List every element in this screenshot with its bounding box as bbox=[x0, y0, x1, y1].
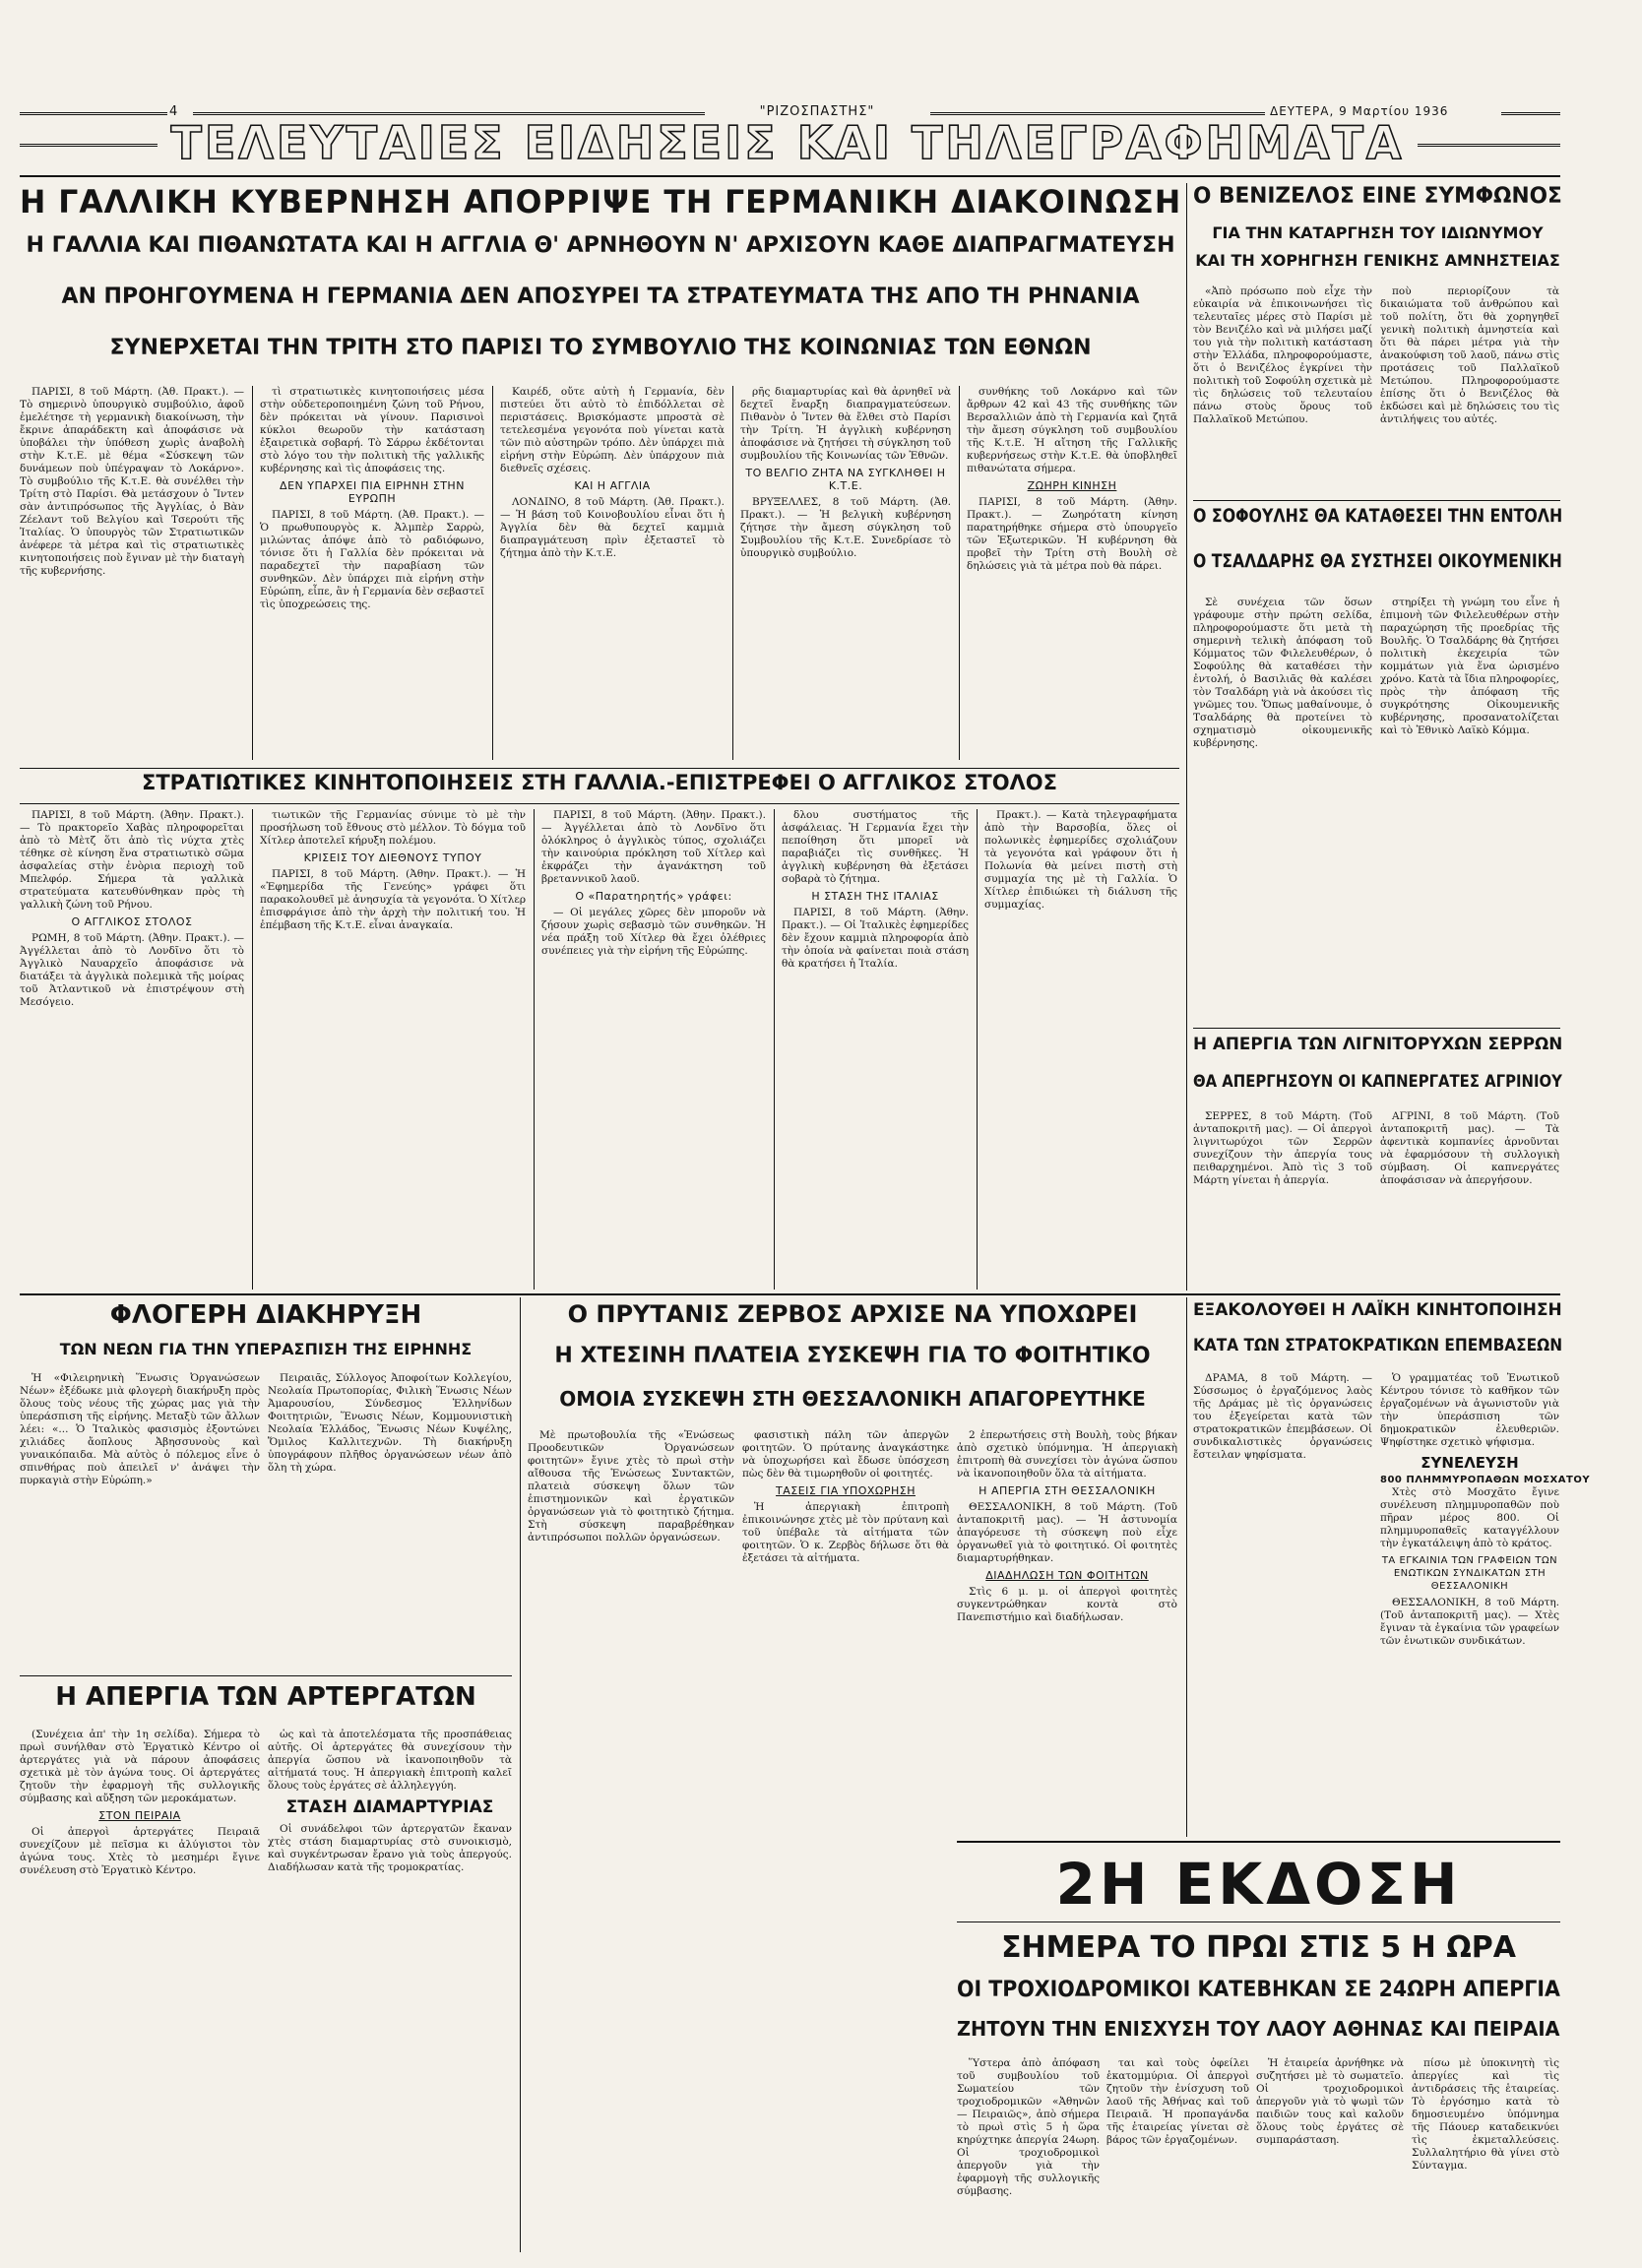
rector-headline: Ο ΠΡΥΤΑΝΙΣ ΖΕΡΒΟΣ ΑΡΧΙΣΕ ΝΑ ΥΠΟΧΩΡΕΙ bbox=[567, 1300, 1138, 1328]
military-col2-text-c: ΘΕΣΣΑΛΟΝΙΚΗ, 8 τοῦ Μάρτη. (Τοῦ ἀνταποκριτῆ μας). — Χτὲς ἔγιναν τὰ ἐγκαίνια τῶν γραφείων τῶν ἑνωτικῶν συνδικάτων. bbox=[1380, 1596, 1559, 1647]
proclamation-column-2 bbox=[268, 1372, 512, 1668]
sofoulis-subheadline: Ο ΤΣΑΛΔΑΡΗΣ ΘΑ ΣΥΣΤΗΣΕΙ ΟΙΚΟΥΜΕΝΙΚΗ bbox=[1193, 550, 1562, 572]
lignite-headline: Η ΑΠΕΡΓΙΑ ΤΩΝ ΛΙΓΝΙΤΟΡΥΧΩΝ ΣΕΡΡΩΝ bbox=[1193, 1035, 1563, 1054]
mob-col3-text-b: — Οἱ μεγάλες χῶρες δὲν μποροῦν νὰ ζήσουν χωρὶς σεβασμὸ τῶν συνθηκῶν. Ἡ νέα πράξη τοῦ Χίτλερ θὰ ἔχει ὀλέθριες συνέπειες γιὰ τὴν εἰρήνη τῆς Εὐρώπης. bbox=[541, 907, 766, 957]
column-divider bbox=[534, 809, 535, 1290]
rector-col3-subhead: Η ΑΠΕΡΓΙΑ ΣΤΗ ΘΕΣΣΑΛΟΝΙΚΗ bbox=[979, 1484, 1156, 1497]
mob-col1-subhead: Ο ΑΓΓΛΙΚΟΣ ΣΤΟΛΟΣ bbox=[71, 915, 193, 928]
builders-column-1 bbox=[20, 1729, 260, 2250]
lead-col4-text: ρῆς διαμαρτυρίας καὶ θὰ ἀρνηθεῖ νὰ δεχτεῖ ἔναρξη διαπραγματεύσεων. Πιθανὸν ὁ Ἴντεν θὰ ἔλθει στὸ Παρίσι τὴν Τρίτη. Ἡ ἀγγλικὴ κυβέρνηση ἀποφάσισε νὰ ζητήσει τὴ σύγκληση τοῦ συμβουλίου τῆς Κοινωνίας τῶν Ἐθνῶν. bbox=[740, 386, 951, 462]
masthead-rule-mid-left bbox=[193, 112, 705, 115]
column-divider bbox=[774, 809, 775, 1290]
edition-col3-text: Ἡ ἑταιρεία ἀρνήθηκε νὰ συζητήσει μὲ τὸ σωματεῖο. Οἱ τροχιοδρομικοὶ ἀπεργοῦν γιὰ τὸ ψωμὶ τῶν παιδιῶν τους καὶ καλοῦν ὅλους τοὺς ἐργάτες σὲ συμπαράσταση. bbox=[1256, 2057, 1404, 2146]
mob-col3-text: ΠΑΡΙΣΙ, 8 τοῦ Μάρτη. (Ἀθην. Πρακτ.). — Ἀγγέλλεται ἀπὸ τὸ Λονδῖνο ὅτι ὁλόκληρος ὁ ἀγγλικὸς τύπος, σχολιάζει τὴν καινούρια πρόκληση τοῦ Χίτλερ καὶ ἐκφράζει τὴν ἀγανάκτηση τοῦ βρεταννικοῦ λαοῦ. bbox=[541, 809, 766, 885]
venizelos-col2-text: ποὺ περιορίζουν τὰ δικαιώματα τοῦ ἀνθρώπου καὶ τοῦ πολίτη, ὅτι θὰ χορηγηθεῖ γενικὴ πολιτικὴ ἀμνηστεία καὶ ὅτι θὰ πάρει μέτρα γιὰ τὴν ἀνακούφιση τοῦ λαοῦ, πάνω στὶς προτάσεις τοῦ Παλλαϊκοῦ Μετώπου. Πληροφορούμαστε ἐπίσης ὅτι ὁ Βενιζέλος θὰ ἐκδώσει καὶ μὲ δηλώσεις του τὶς ἀντιλήψεις του αὐτές. bbox=[1380, 285, 1559, 425]
section-rule bbox=[20, 768, 1179, 769]
column-divider bbox=[520, 1297, 521, 2252]
mobilizations-column-5 bbox=[984, 809, 1177, 1290]
lead-col1-text: ΠΑΡΙΣΙ, 8 τοῦ Μάρτη. (Ἀθ. Πρακτ.). — Τὸ σημερινὸ ὑπουργικὸ συμβούλιο, ἀφοῦ ἐμελέτησε τὴ γερμανικὴ διακοίνωση, τὴν ἔκρινε ἀπαράδεκτη καὶ ἀποφάσισε νὰ ὑποβάλει τὴν ὑπόθεση χωρὶς ἀναβολὴ στὴν Κ.τ.Ε. μὲ θέμα «Σύσκεψη τῶν δυνάμεων ποὺ ὑπέγραψαν τὸ Λοκάρνο». Τὸ συμβούλιο τῆς Κ.τ.Ε. θὰ συνέλθει τὴν Τρίτη στὸ Παρίσι. Θὰ μετάσχουν ὁ Ἴντεν σὰν ἀντιπρόσωπος τῆς Ἀγγλίας, ὁ Βὰν Ζέελαντ τοῦ Βελγίου καὶ Τσερούτι τῆς Ἰταλίας. Ὁ ὑπουργὸς τῶν Στρατιωτικῶν ἀνέφερε τὰ μέτρα καὶ τὶς στρατιωτικὲς κινητοποιήσεις ποὺ ἔγιναν μὲ τὴν διαταγὴ τῆς κυβερνήσης. bbox=[20, 386, 244, 577]
lead-col2-text: τὶ στρατιωτικὲς κινητοποιήσεις μέσα στὴν οὐδετεροποιημένη ζώνη τοῦ Ρήνου, δὲν πρόκειται νὰ γίνουν. Παρισινοὶ κύκλοι θεωροῦν τὴν κατάσταση ἐξαιρετικὰ σοβαρή. Τὸ Σάρρω ἐκδέτονται στὸ λόγο του τὴν πολιτικὴ τῆς γαλλικῆς κυβέρνησης καὶ τὶς ἀποφάσεις της. bbox=[260, 386, 484, 474]
mobilizations-column-4 bbox=[782, 809, 969, 1290]
mobilizations-column-2 bbox=[260, 809, 526, 1290]
venizelos-headline: Ο ΒΕΝΙΖΕΛΟΣ ΕΙΝΕ ΣΥΜΦΩΝΟΣ bbox=[1193, 184, 1562, 209]
column-divider bbox=[732, 386, 733, 760]
section-rule bbox=[1193, 500, 1560, 501]
military-column-2 bbox=[1380, 1372, 1591, 1835]
section-rule bbox=[957, 1841, 1560, 1843]
right-column-divider bbox=[1186, 183, 1187, 1291]
rector-column-1 bbox=[528, 1429, 734, 2252]
rector-column-2 bbox=[742, 1429, 949, 2252]
military-col2-text-b: Χτὲς στὸ Μοσχᾶτο ἔγινε συνέλευση πλημμυροπαθῶν ποὺ πῆραν μέρος 800. Οἱ πλημμυροπαθεῖς καταγγέλλουν τὴν ἐγκατάλειψη ἀπὸ τὸ κράτος. bbox=[1380, 1485, 1559, 1549]
rector-col3-text: 2 ἐπερωτήσεις στὴ Βουλὴ, τοὺς βήκαν ἀπὸ σχετικὸ ὑπόμνημα. Ἡ ἀπεργιακὴ ἐπιτροπὴ θὰ συνεχίσει τὸν ἀγώνα ὥσπου νὰ ἱκανοποιηθοῦν ὅλα τὰ αἰτήματα. bbox=[957, 1429, 1177, 1480]
mob-col4-text: δλου συστήματος τῆς ἀσφάλειας. Ἡ Γερμανία ἔχει τὴν πεποίθηση ὅτι μπορεῖ νὰ παραβιάζει τὶς συνθῆκες. Ἡ ἀγγλικὴ κυβέρνηση θὰ ἐξετάσει σοβαρὰ τὸ ζήτημα. bbox=[782, 809, 969, 885]
proclamation-col1-text: Ἡ «Φιλειρηνικὴ Ἕνωσις Ὀργανώσεων Νέων» ἐξέδωκε μιὰ φλογερὴ διακήρυξη πρὸς ὅλους τοὺς νέους τῆς χώρας μας γιὰ τὴν ὑπεράσπιση τῆς εἰρήνης. Μεταξὺ τῶν ἄλλων λέει: «... Ὁ Ἰταλικὸς φασισμὸς ἐξοντώνει χιλιάδες ἄοπλους Ἀβησσυνοὺς καὶ γυναικόπαιδα. Μὰ αὐτὸς ὁ πόλεμος εἶνε ὁ σπινθήρας ποὺ ἀπειλεῖ ν' ἀνάψει τὴν πυρκαγιὰ στὴν Εὐρώπη.» bbox=[20, 1372, 260, 1486]
sofoulis-column-2 bbox=[1380, 597, 1559, 1020]
lead-col4-subhead: ΤΟ ΒΕΛΓΙΟ ΖΗΤΑ ΝΑ ΣΥΓΚΛΗΘΕΙ Η Κ.Τ.Ε. bbox=[745, 467, 946, 492]
lead-col3-text: Καιρέδ, οὔτε αὐτὴ ἡ Γερμανία, δὲν πιστεύει ὅτι αὐτὸ τὸ ἐπιδόλλεται σὲ περιστάσεις. Βρισκόμαστε μπροστὰ σὲ τετελεσμένα γεγονότα ποὺ γίνεται κατὰ τῶν πιὸ αὐστηρῶν τρόπο. Δὲν ὑπάρχει πιὰ εἰρήνη στὴν Εὐρώπη. Δὲν ὑπάρχουν πιὰ διεθνεῖς σχέσεις. bbox=[500, 386, 725, 474]
military-col2-subhead-3: ΤΑ ΕΓΚΑΙΝΙΑ ΤΩΝ ΓΡΑΦΕΙΩΝ ΤΩΝ ΕΝΩΤΙΚΩΝ ΣΥΝΔΙΚΑΤΩΝ ΣΤΗ ΘΕΣΣΑΛΟΝΙΚΗ bbox=[1381, 1554, 1558, 1592]
edition-col1-text: Ὕστερα ἀπὸ ἀπόφαση τοῦ συμβουλίου τοῦ Σωματείου τῶν τροχιοδρομικῶν «Ἀθηνῶν — Πειραιῶς», ἀπὸ σήμερα τὸ πρωὶ στὶς 5 ἡ ὥρα κηρύχτηκε ἀπεργία 24ωρη. Οἱ τροχιοδρομικοὶ ἀπεργοῦν γιὰ τὴν ἐφαρμογὴ τῆς συλλογικῆς σύμβασης. bbox=[957, 2057, 1100, 2197]
mob-col5-text: Πρακτ.). — Κατὰ τηλεγραφήματα ἀπὸ τὴν Βαρσοβία, ὅλες οἱ πολωνικὲς ἐφημερίδες σχολιάζουν τὰ γεγονότα καὶ γράφουν ὅτι ἡ Πολωνία θὰ μείνει πιστὴ στὴ συμμαχία της μὲ τὴ Γαλλία. Ὁ Χίτλερ ἐπιδιώκει τὴ διάλυση τῆς συμμαχίας. bbox=[984, 809, 1177, 911]
lignite-subheadline: ΘΑ ΑΠΕΡΓΗΣΟΥΝ ΟΙ ΚΑΠΝΕΡΓΑΤΕΣ ΑΓΡΙΝΙΟΥ bbox=[1193, 1072, 1562, 1092]
builders-col1-text-b: Οἱ ἀπεργοὶ ἀρτεργάτες Πειραιᾶ συνεχίζουν μὲ πεῖσμα κι ἀλύγιστοι τὸν ἀγώνα τους. Χτὲς τὸ μεσημέρι ἔγινε συνέλευση στὸ Ἐργατικὸ Κέντρο. bbox=[20, 1826, 260, 1876]
mobilizations-column-1 bbox=[20, 809, 244, 1290]
lignite-column-1 bbox=[1193, 1110, 1372, 1286]
builders-col1-text: (Συνέχεια ἀπ' τὴν 1η σελίδα). Σήμερα τὸ πρωὶ συνήλθαν στὸ Ἐργατικὸ Κέντρο οἱ ἀρτεργάτες γιὰ νὰ πάρουν ἀποφάσεις σχετικὰ μὲ τὸν ἀγώνα τους. Οἱ ἀρτεργάτες ζητοῦν τὴν ἐφαρμογὴ τῆς συλλογικῆς σύμβασης καὶ αὔξηση τῶν μεροκάματων. bbox=[20, 1729, 260, 1804]
proclamation-headline: ΦΛΟΓΕΡΗ ΔΙΑΚΗΡΥΞΗ bbox=[109, 1300, 422, 1330]
mob-col2-text-b: ΠΑΡΙΣΙ, 8 τοῦ Μάρτη. (Ἀθην. Πρακτ.). — Ἡ «Ἐφημερίδα τῆς Γενεύης» γράφει ὅτι παρακολουθεῖ μὲ ἀνησυχία τὰ γεγονότα. Ὁ Χίτλερ ἐπισφράγισε ἀπὸ τὴν ἀρχὴ τὴν πολιτική του. Ἡ ἐπέμβαση τῆς Κ.τ.Ε. εἶναι ἀναγκαία. bbox=[260, 868, 526, 931]
rector-col2-subhead: ΤΑΣΕΙΣ ΓΙΑ ΥΠΟΧΩΡΗΣΗ bbox=[776, 1484, 916, 1497]
lead-col5-text-b: ΠΑΡΙΣΙ, 8 τοῦ Μάρτη. (Ἀθην. Πρακτ.). — Ζωηρότατη κίνηση παρατηρήθηκε σήμερα στὸ ὑπουργεῖο τῶν Ἐξωτερικῶν. Ἡ κυβέρνηση θὰ προβεῖ τὴν Τρίτη στὴ Βουλὴ σὲ δηλώσεις γιὰ τὰ μέτρα ποὺ θὰ πάρει. bbox=[967, 496, 1177, 572]
venizelos-column-1 bbox=[1193, 285, 1372, 492]
mob-col2-subhead: ΚΡΙΣΕΙΣ ΤΟΥ ΔΙΕΘΝΟΥΣ ΤΥΠΟΥ bbox=[303, 851, 482, 864]
column-divider bbox=[977, 809, 978, 1290]
builders-headline: Η ΑΠΕΡΓΙΑ ΤΩΝ ΑΡΤΕΡΓΑΤΩΝ bbox=[55, 1682, 476, 1712]
lignite-column-2 bbox=[1380, 1110, 1559, 1286]
edition-column-4 bbox=[1412, 2057, 1559, 2250]
column-divider bbox=[492, 386, 493, 760]
rector-subheadline-1: Η ΧΤΕΣΙΝΗ ΠΛΑΤΕΙΑ ΣΥΣΚΕΨΗ ΓΙΑ ΤΟ ΦΟΙΤΗΤΙΚΟ bbox=[554, 1344, 1151, 1368]
column-divider bbox=[1186, 1297, 1187, 1837]
builders-col2-subhead: ΣΤΑΣΗ ΔΙΑΜΑΡΤΥΡΙΑΣ bbox=[285, 1797, 494, 1817]
sofoulis-col2-text: στηρίξει τὴ γνώμη του εἶνε ἡ ἐπιμονὴ τῶν Φιλελευθέρων στὴν παραχώρηση τῆς προεδρίας τῆς Βουλῆς. Ὁ Τσαλδάρης θὰ ζητήσει πολιτικὴ ἐκεχειρία τῶν κομμάτων γιὰ ἕνα ὡρισμένο χρόνο. Κατὰ τὰ ἴδια πληροφορίες, πρὸς τὴν ἀπόφαση τῆς συγκρότησης Οἰκουμενικῆς κυβέρνησης, προσανατολίζεται καὶ τὸ Ἐθνικὸ Λαϊκὸ Κόμμα. bbox=[1380, 597, 1559, 736]
edition-column-3 bbox=[1256, 2057, 1404, 2250]
lead-column-3 bbox=[500, 386, 725, 760]
builders-column-2 bbox=[268, 1729, 512, 2250]
military-column-1 bbox=[1193, 1372, 1372, 1835]
rector-col2-text-b: Ἡ ἀπεργιακὴ ἐπιτροπὴ ἐπικοινώνησε χτὲς μὲ τὸν πρύτανη καὶ τοῦ ὑπέβαλε τὰ αἰτήματα τῶν φοιτητῶν. Ὁ κ. Ζερβὸς δήλωσε ὅτι θὰ ἐξετάσει τὰ αἰτήματα. bbox=[742, 1501, 949, 1564]
military-headline: ΕΞΑΚΟΛΟΥΘΕΙ Η ΛΑΪΚΗ ΚΙΝΗΤΟΠΟΙΗΣΗ bbox=[1193, 1300, 1562, 1320]
section-rule bbox=[20, 1293, 1560, 1295]
military-col2-subhead-1: ΣΥΝΕΛΕΥΣΗ bbox=[1421, 1454, 1519, 1472]
edition-col4-text: πίσω μὲ ὑποκινητὴ τὶς ἀπεργίες καὶ τὶς ἀντιδράσεις τῆς ἑταιρείας. Τὸ ἐργόσημο κατὰ τὸ δημοσιευμένο ὑπόμνημα τῆς Πάουερ καταδεικνύει τὶς ἐκμεταλλεύσεις. Συλλαλητήριο θὰ γίνει στὸ Σύνταγμα. bbox=[1412, 2057, 1559, 2172]
paper-name: "ΡΙΖΟΣΠΑΣΤΗΣ" bbox=[759, 104, 875, 119]
lignite-col2-text: ΑΓΡΙΝΙ, 8 τοῦ Μάρτη. (Τοῦ ἀνταποκριτῆ μας). — Τὰ ἀφεντικὰ κομπανίες ἀρνοῦνται νὰ ἐφαρμόσουν τὴ συλλογικὴ σύμβαση. Οἱ καπνεργάτες ἀποφάσισαν νὰ ἀπεργήσουν. bbox=[1380, 1110, 1559, 1186]
venizelos-subheadline-2: ΚΑΙ ΤΗ ΧΟΡΗΓΗΣΗ ΓΕΝΙΚΗΣ ΑΜΝΗΣΤΕΙΑΣ bbox=[1195, 251, 1560, 270]
column-divider bbox=[252, 386, 253, 760]
section-rule bbox=[20, 1675, 512, 1676]
edition-col2-text: ται καὶ τοὺς ὀφείλει ἑκατομμύρια. Οἱ ἀπεργοὶ ζητοῦν τὴν ἐνίσχυση τοῦ λαοῦ τῆς Ἀθήνας καὶ τοῦ Πειραιᾶ. Ἡ προπαγάνδα τῆς ἑταιρείας γίνεται σὲ βάρος τῶν ἐργαζομένων. bbox=[1106, 2057, 1249, 2146]
sofoulis-col1-text: Σὲ συνέχεια τῶν ὅσων γράφουμε στὴν πρώτη σελίδα, πληροφορούμαστε ὅτι μετὰ τὴ σημερινὴ τελικὴ ἀπόφαση τοῦ Κόμματος τῶν Φιλελευθέρων, ὁ Σοφούλης θὰ καταθέσει τὴν ἐντολή, ὁ Βασιλιᾶς θὰ καλέσει τὸν Τσαλδάρη γιὰ νὰ ἀκούσει τὶς γνῶμες του. Ὅπως μαθαίνουμε, ὁ Τσαλδάρης θὰ προτείνει τὸ σχηματισμὸ οἰκουμενικῆς κυβέρνησης. bbox=[1193, 597, 1372, 749]
military-col2-subhead-2: 800 ΠΛΗΜΜΥΡΟΠΑΘΩΝ ΜΟΣΧΑΤΟΥ bbox=[1380, 1474, 1591, 1485]
edition-subheadline-2: ΖΗΤΟΥΝ ΤΗΝ ΕΝΙΣΧΥΣΗ ΤΟΥ ΛΑΟΥ ΑΘΗΝΑΣ ΚΑΙ ΠΕΙΡΑΙΑ bbox=[957, 2017, 1560, 2041]
masthead-rule-right bbox=[1501, 112, 1560, 115]
section-banner: ΤΕΛΕΥΤΑΙΕΣ ΕΙΔΗΣΕΙΣ ΚΑΙ ΤΗΛΕΓΡΑΦΗΜΑΤΑ bbox=[170, 116, 1405, 169]
lead-subheadline-3: ΣΥΝΕΡΧΕΤΑΙ ΤΗΝ ΤΡΙΤΗ ΣΤΟ ΠΑΡΙΣΙ ΤΟ ΣΥΜΒΟΥΛΙΟ ΤΗΣ ΚΟΙΝΩΝΙΑΣ ΤΩΝ ΕΘΝΩΝ bbox=[109, 336, 1092, 360]
sofoulis-headline: Ο ΣΟΦΟΥΛΗΣ ΘΑ ΚΑΤΑΘΕΣΕΙ ΤΗΝ ΕΝΤΟΛΗ bbox=[1193, 505, 1563, 527]
rector-col3-subhead-2: ΔΙΑΔΗΛΩΣΗ ΤΩΝ ΦΟΙΤΗΤΩΝ bbox=[985, 1569, 1149, 1582]
lead-col2-text-b: ΠΑΡΙΣΙ, 8 τοῦ Μάρτη. (Ἀθ. Πρακτ.). — Ὁ πρωθυπουργὸς κ. Ἀλμπὲρ Σαρρὼ, μιλώντας ἀπόψε ἀπὸ τὸ ραδιόφωνο, τόνισε ὅτι ἡ Γαλλία δὲν πρόκειται νὰ παραδεχτεῖ τὴν παραβίαση τῶν συνθηκῶν. Δὲν ὑπάρχει πιὰ εἰρήνη στὴν Εὐρώπη, εἶπε, ἂν ἡ Γερμανία δὲν σεβαστεῖ τὶς ὑποχρεώσεις της. bbox=[260, 509, 484, 610]
rector-col1-text: Μὲ πρωτοβουλία τῆς «Ἑνώσεως Προοδευτικῶν Ὀργανώσεων φοιτητῶν» ἔγινε χτὲς τὸ πρωὶ στὴν αἴθουσα τῆς Ἑνώσεως Συντακτῶν, πλατειὰ σύσκεψη ὅλων τῶν ἐπιστημονικῶν καὶ ἐργατικῶν ὀργανώσεων γιὰ τὸ φοιτητικὸ ζήτημα. Στὴ σύσκεψη παραβρέθηκαν ἀντιπρόσωποι πολλῶν ὀργανώσεων. bbox=[528, 1429, 734, 1544]
column-divider bbox=[959, 386, 960, 760]
lead-column-5 bbox=[967, 386, 1177, 760]
edition-headline: ΣΗΜΕΡΑ ΤΟ ΠΡΩΙ ΣΤΙΣ 5 Η ΩΡΑ bbox=[1001, 1930, 1516, 1965]
mob-col4-subhead: Η ΣΤΑΣΗ ΤΗΣ ΙΤΑΛΙΑΣ bbox=[811, 890, 939, 903]
rector-col2-text: φασιστικὴ πάλη τῶν ἀπεργῶν φοιτητῶν. Ὁ πρύτανης ἀναγκάστηκε νὰ ὑποχωρήσει καὶ ἔδωσε ὑπόσχεση πὼς δὲν θὰ τιμωρηθοῦν οἱ φοιτητές. bbox=[742, 1429, 949, 1480]
section-rule bbox=[20, 803, 1179, 804]
banner-rule-left bbox=[20, 144, 158, 147]
edition-column-1 bbox=[957, 2057, 1100, 2250]
lead-column-4 bbox=[740, 386, 951, 760]
rector-col3-text-b: ΘΕΣΣΑΛΟΝΙΚΗ, 8 τοῦ Μάρτη. (Τοῦ ἀνταποκριτῆ μας). — Ἡ ἀστυνομία ἀπαγόρευσε τὴ σύσκεψη ποὺ εἶχε ὀργανωθεῖ γιὰ τὸ φοιτητικό. Οἱ φοιτητὲς διαμαρτυρήθηκαν. bbox=[957, 1501, 1177, 1564]
proclamation-column-1 bbox=[20, 1372, 260, 1668]
edition-column-2 bbox=[1106, 2057, 1249, 2250]
builders-col1-subhead: ΣΤΟΝ ΠΕΙΡΑΙΑ bbox=[98, 1809, 181, 1822]
mob-col1-text-b: ΡΩΜΗ, 8 τοῦ Μάρτη. (Ἀθην. Πρακτ.). — Ἀγγέλλεται ἀπὸ τὸ Λονδῖνο ὅτι τὸ Ἀγγλικὸ Ναυαρχεῖο ἀποφάσισε νὰ διατάξει τὰ ἀγγλικὰ πολεμικὰ τῆς μοίρας τοῦ Ἀτλαντικοῦ νὰ ἐπιστρέψουν στὴ Μεσόγειο. bbox=[20, 932, 244, 1008]
mob-col3-subhead: Ο «Παρατηρητής» γράφει: bbox=[575, 890, 732, 903]
mobilizations-headline: ΣΤΡΑΤΙΩΤΙΚΕΣ ΚΙΝΗΤΟΠΟΙΗΣΕΙΣ ΣΤΗ ΓΑΛΛΙΑ.-ΕΠΙΣΤΡΕΦΕΙ Ο ΑΓΓΛΙΚΟΣ ΣΤΟΛΟΣ bbox=[141, 771, 1058, 794]
lead-headline: Η ΓΑΛΛΙΚΗ ΚΥΒΕΡΝΗΣΗ ΑΠΟΡΡΙΨΕ ΤΗ ΓΕΡΜΑΝΙΚΗ ΔΙΑΚΟΙΝΩΣΗ bbox=[20, 183, 1182, 220]
military-col2-text: Ὁ γραμματέας τοῦ Ἐνωτικοῦ Κέντρου τόνισε τὸ καθῆκον τῶν ἐργαζομένων νὰ ἀγωνιστοῦν γιὰ τὴν ὑπεράσπιση τῶν δημοκρατικῶν ἐλευθεριῶν. Ψηφίστηκε σχετικὸ ψήφισμα. bbox=[1380, 1372, 1559, 1448]
banner-underline bbox=[20, 175, 1560, 177]
mob-col4-text-b: ΠΑΡΙΣΙ, 8 τοῦ Μάρτη. (Ἀθην. Πρακτ.). — Οἱ Ἰταλικὲς ἐφημερίδες δὲν ἔχουν καμμιὰ πληροφορία ἀπὸ τὴν ὁποία νὰ φαίνεται ποιὰ στάση θὰ κρατήσει ἡ Ἰταλία. bbox=[782, 907, 969, 970]
banner-rule-right bbox=[1418, 144, 1560, 147]
mob-col1-text: ΠΑΡΙΣΙ, 8 τοῦ Μάρτη. (Ἀθην. Πρακτ.). — Τὸ πρακτορεῖο Χαβὰς πληροφορεῖται ἀπὸ τὸ Μὲτζ ὅτι ἀπὸ τὶς νύχτα χτὲς τέθηκε σὲ κίνηση ἕνα στρατιωτικὸ σῶμα ἀσφαλείας στὴν ἐνὸρια περιοχὴ τοῦ Μπελφόρ. Σήμερα τὰ γαλλικὰ στρατεύματα κατευθύνθηκαν πρὸς τὴ γαλλικὴ ζώνη τοῦ Ρήνου. bbox=[20, 809, 244, 911]
venizelos-column-2 bbox=[1380, 285, 1559, 492]
lead-col3-subhead: ΚΑΙ Η ΑΓΓΛΙΑ bbox=[574, 479, 651, 492]
lead-column-1 bbox=[20, 386, 244, 760]
lead-col5-text: συνθήκης τοῦ Λοκάρνο καὶ τῶν ἄρθρων 42 καὶ 43 τῆς συνθήκης τῶν Βερσαλλιῶν ἀπὸ τὴ Γερμανία καὶ ζητᾶ τὴν ἄμεση σύγκληση τοῦ συμβουλίου τῆς Κ.τ.Ε. Ἡ αἴτηση τῆς Γαλλικῆς κυβερνήσεως στὴν Κ.τ.Ε. θὰ ὑποβληθεῖ πιθανώτατα σήμερα. bbox=[967, 386, 1177, 474]
military-col1-text: ΔΡΑΜΑ, 8 τοῦ Μάρτη. — Σύσσωμος ὁ ἐργαζόμενος λαὸς τῆς Δράμας μὲ τὶς ὀργανώσεις του ἐξεγείρεται κατὰ τῶν στρατοκρατικῶν ἐπεμβάσεων. Οἱ συνδικαλιστικὲς ὀργανώσεις ἔστειλαν ψηφίσματα. bbox=[1193, 1372, 1372, 1461]
lead-col4-text-b: ΒΡΥΞΕΛΛΕΣ, 8 τοῦ Μάρτη. (Ἀθ. Πρακτ.). — Ἡ βελγικὴ κυβέρνηση ζήτησε τὴν ἄμεση σύγκληση τοῦ Συμβουλίου τῆς Κ.τ.Ε. Συνεδρίασε τὸ ὑπουργικὸ συμβούλιο. bbox=[740, 496, 951, 559]
lignite-col1-text: ΣΕΡΡΕΣ, 8 τοῦ Μάρτη. (Τοῦ ἀνταποκριτῆ μας). — Οἱ ἀπεργοὶ λιγνιτωρύχοι τῶν Σερρῶν συνεχίζουν τὴν ἀπεργία τους πειθαρχημένοι. Ἀπὸ τὶς 3 τοῦ Μάρτη γίνεται ἡ ἀπεργία. bbox=[1193, 1110, 1372, 1186]
lead-col2-subhead: ΔΕΝ ΥΠΑΡΧΕΙ ΠΙΑ ΕΙΡΗΝΗ ΣΤΗΝ ΕΥΡΩΠΗ bbox=[280, 479, 465, 505]
venizelos-col1-text: «Ἀπὸ πρόσωπο ποὺ εἶχε τὴν εὐκαιρία νὰ ἐπικοινωνήσει τὶς τελευταῖες μέρες στὸ Παρίσι μὲ τὸν Βενιζέλο καὶ νὰ μιλήσει μαζί του γιὰ τὴν πολιτικὴ κατάσταση στὴν Ἑλλάδα, πληροφορούμαστε, ὅτι ὁ Βενιζέλος ἐγκρίνει τὴν πολιτικὴ τοῦ Σοφούλη σχετικὰ μὲ τὶς δηλώσεις τοῦ τελευταίου πάνω στοὺς ὅρους τοῦ Παλλαϊκοῦ Μετώπου. bbox=[1193, 285, 1372, 425]
edition-label: 2Η ΕΚΔΟΣΗ bbox=[1055, 1851, 1462, 1918]
military-subheadline: ΚΑΤΑ ΤΩΝ ΣΤΡΑΤΟΚΡΑΤΙΚΩΝ ΕΠΕΜΒΑΣΕΩΝ bbox=[1193, 1336, 1563, 1355]
mob-col2-text: τιωτικῶν τῆς Γερμανίας σύνιμε τὸ μὲ τὴν προσήλωση τοῦ ἔθνους στὸ μέλλον. Τὸ δόγμα τοῦ Χίτλερ ἀποτελεῖ κήρυξη πολέμου. bbox=[260, 809, 526, 847]
lead-subheadline-1: Η ΓΑΛΛΙΑ ΚΑΙ ΠΙΘΑΝΩΤΑΤΑ ΚΑΙ Η ΑΓΓΛΙΑ Θ' ΑΡΝΗΘΟΥΝ Ν' ΑΡΧΙΣΟΥΝ ΚΑΘΕ ΔΙΑΠΡΑΓΜΑΤΕΥΣΗ bbox=[26, 233, 1175, 258]
proclamation-subheadline: ΤΩΝ ΝΕΩΝ ΓΙΑ ΤΗΝ ΥΠΕΡΑΣΠΙΣΗ ΤΗΣ ΕΙΡΗΝΗΣ bbox=[59, 1340, 473, 1358]
sofoulis-column-1 bbox=[1193, 597, 1372, 1020]
section-rule bbox=[1193, 1028, 1560, 1029]
lead-subheadline-2: ΑΝ ΠΡΟΗΓΟΥΜΕΝΑ Η ΓΕΡΜΑΝΙΑ ΔΕΝ ΑΠΟΣΥΡΕΙ ΤΑ ΣΤΡΑΤΕΥΜΑΤΑ ΤΗΣ ΑΠΟ ΤΗ ΡΗΝΑΝΙΑ bbox=[61, 284, 1140, 309]
lead-col5-subhead: ΖΩΗΡΗ ΚΙΝΗΣΗ bbox=[1027, 479, 1117, 492]
venizelos-subheadline-1: ΓΙΑ ΤΗΝ ΚΑΤΑΡΓΗΣΗ ΤΟΥ ΙΔΙΩΝΥΜΟΥ bbox=[1212, 223, 1544, 242]
page-number: 4 bbox=[169, 104, 179, 119]
lead-column-2 bbox=[260, 386, 484, 760]
rector-subheadline-2: ΟΜΟΙΑ ΣΥΣΚΕΨΗ ΣΤΗ ΘΕΣΣΑΛΟΝΙΚΗ ΑΠΑΓΟΡΕΥΤΗΚΕ bbox=[559, 1387, 1146, 1411]
lead-col3-text-b: ΛΟΝΔΙΝΟ, 8 τοῦ Μάρτη. (Ἀθ. Πρακτ.). — Ἡ βάση τοῦ Κοινοβουλίου εἶναι ὅτι ἡ Ἀγγλία δὲν θὰ δεχτεῖ καμμιὰ διαπραγμάτευση πρὶν ἐξεταστεῖ τὸ ζήτημα ἀπὸ τὴν Κ.τ.Ε. bbox=[500, 496, 725, 559]
mobilizations-column-3 bbox=[541, 809, 766, 1290]
masthead-rule-left bbox=[20, 112, 167, 115]
issue-date: ΔΕΥΤΕΡΑ, 9 Μαρτίου 1936 bbox=[1270, 104, 1449, 118]
masthead-rule-mid-right bbox=[930, 112, 1265, 115]
builders-col2-text-b: Οἱ συνάδελφοι τῶν ἀρτεργατῶν ἔκαναν χτὲς στάση διαμαρτυρίας στὸ συνοικισμὸ, καὶ συγκέντρωσαν ἔρανο γιὰ τοὺς ἀπεργούς. Διαδήλωσαν κατὰ τῆς τρομοκρατίας. bbox=[268, 1822, 512, 1873]
rector-col3-text-c: Στὶς 6 μ. μ. οἱ ἀπεργοὶ φοιτητὲς συγκεντρώθηκαν κοντὰ στὸ Πανεπιστήμιο καὶ διαδήλωσαν. bbox=[957, 1586, 1177, 1623]
edition-subheadline-1: ΟΙ ΤΡΟΧΙΟΔΡΟΜΙΚΟΙ ΚΑΤΕΒΗΚΑΝ ΣΕ 24ΩΡΗ ΑΠΕΡΓΙΑ bbox=[957, 1978, 1560, 2002]
column-divider bbox=[252, 809, 253, 1290]
proclamation-col2-text: Πειραιᾶς, Σύλλογος Ἀποφοίτων Κολλεγίου, Νεολαία Πρωτοπορίας, Φιλικὴ Ἕνωσις Νέων Ἀμαρουσίου, Σύνδεσμος Ἑλληνίδων Φοιτητριῶν, Ἕνωσις Νέων, Κομμουνιστικὴ Νεολαία Ἑλλάδος, Ἕνωσις Νέων Κυψέλης, Ὅμιλος Καλλιτεχνῶν. Τὴ διακήρυξη ὑπογράφουν πλῆθος ὀργανώσεων νέων ἀπὸ ὅλη τὴ χώρα. bbox=[268, 1372, 512, 1474]
builders-col2-text: ὡς καὶ τὰ ἀποτελέσματα τῆς προσπάθειας αὐτῆς. Οἱ ἀρτεργάτες θὰ συνεχίσουν τὴν ἀπεργία ὥσπου νὰ ἱκανοποιηθοῦν τὰ αἰτήματά τους. Ἡ ἀπεργιακὴ ἐπιτροπὴ καλεῖ ὅλους τοὺς ἐργάτες σὲ ἀλληλεγγύη. bbox=[268, 1729, 512, 1792]
